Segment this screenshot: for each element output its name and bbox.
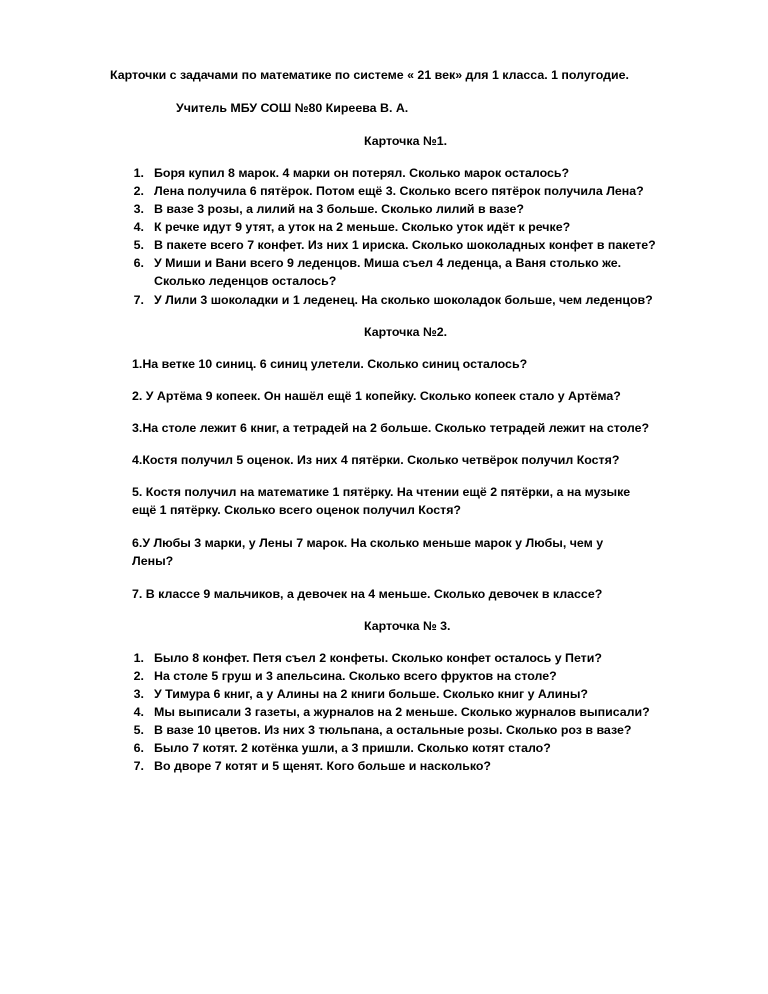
item-text-continuation: Лены?	[132, 554, 174, 568]
item-text: У Тимура 6 книг, а у Алины на 2 книги больше. Сколько книг у Алины?	[154, 687, 588, 701]
item-text: Было 7 котят. 2 котёнка ушли, а 3 пришли. Сколько котят стало?	[154, 741, 551, 755]
item-text: К речке идут 9 утят, а уток на 2 меньше. Сколько уток идёт к речке?	[154, 220, 571, 234]
item-number: 1.	[133, 166, 144, 180]
card2-item-7: 7. В классе 9 мальчиков, а девочек на 4 меньше. Сколько девочек в классе?	[132, 587, 603, 601]
document-title: Карточки с задачами по математике по системе « 21 век» для 1 класса. 1 полугодие.	[110, 68, 629, 82]
item-text: 6.У Любы 3 марки, у Лены 7 марок. На сколько меньше марок у Любы, чем у	[132, 536, 604, 550]
item-text: 5. Костя получил на математике 1 пятёрку. На чтении ещё 2 пятёрки, а на музыке	[132, 485, 631, 499]
card2-heading: Карточка №2.	[364, 325, 448, 339]
item-number: 2.	[133, 669, 144, 683]
card1-heading: Карточка №1.	[364, 134, 448, 148]
item-number: 5.	[133, 238, 144, 252]
card2-item-1: 1.На ветке 10 синиц. 6 синиц улетели. Сколько синиц осталось?	[132, 357, 528, 371]
item-text: В вазе 3 розы, а лилий на 3 больше. Сколько лилий в вазе?	[154, 202, 525, 216]
item-number: 4.	[133, 220, 144, 234]
item-text-continuation: ещё 1 пятёрку. Сколько всего оценок получил Костя?	[132, 503, 461, 517]
item-text: Было 8 конфет. Петя съел 2 конфеты. Сколько конфет осталось у Пети?	[154, 651, 602, 665]
item-number: 3.	[133, 687, 144, 701]
item-number: 6.	[133, 256, 144, 270]
item-text: Лена получила 6 пятёрок. Потом ещё 3. Сколько всего пятёрок получила Лена?	[154, 184, 644, 198]
card2-item-3: 3.На столе лежит 6 книг, а тетрадей на 2 больше. Сколько тетрадей лежит на столе?	[132, 421, 650, 435]
item-text: У Миши и Вани всего 9 леденцов. Миша съел 4 леденца, а Ваня столько же.	[154, 256, 622, 270]
item-text: Боря купил 8 марок. 4 марки он потерял. Сколько марок осталось?	[154, 166, 570, 180]
item-number: 7.	[133, 759, 144, 773]
item-number: 3.	[133, 202, 144, 216]
item-text: Мы выписали 3 газеты, а журналов на 2 меньше. Сколько журналов выписали?	[154, 705, 650, 719]
item-text: В вазе 10 цветов. Из них 3 тюльпана, а остальные розы. Сколько роз в вазе?	[154, 723, 632, 737]
card3-heading: Карточка № 3.	[364, 619, 451, 633]
teacher-line: Учитель МБУ СОШ №80 Киреева В. А.	[176, 101, 409, 115]
item-number: 6.	[133, 741, 144, 755]
item-text-continuation: Сколько леденцов осталось?	[154, 274, 337, 288]
item-text: В пакете всего 7 конфет. Из них 1 ириска. Сколько шоколадных конфет в пакете?	[154, 238, 656, 252]
item-text: У Лили 3 шоколадки и 1 леденец. На сколько шоколадок больше, чем леденцов?	[154, 293, 653, 307]
item-number: 5.	[133, 723, 144, 737]
item-text: Во дворе 7 котят и 5 щенят. Кого больше и насколько?	[154, 759, 491, 773]
item-number: 7.	[133, 293, 144, 307]
item-number: 4.	[133, 705, 144, 719]
item-text: На столе 5 груш и 3 апельсина. Сколько всего фруктов на столе?	[154, 669, 557, 683]
item-number: 1.	[133, 651, 144, 665]
item-number: 2.	[133, 184, 144, 198]
card2-item-4: 4.Костя получил 5 оценок. Из них 4 пятёрки. Сколько четвёрок получил Костя?	[132, 453, 620, 467]
card2-item-2: 2. У Артёма 9 копеек. Он нашёл ещё 1 копейку. Сколько копеек стало у Артёма?	[132, 389, 621, 403]
